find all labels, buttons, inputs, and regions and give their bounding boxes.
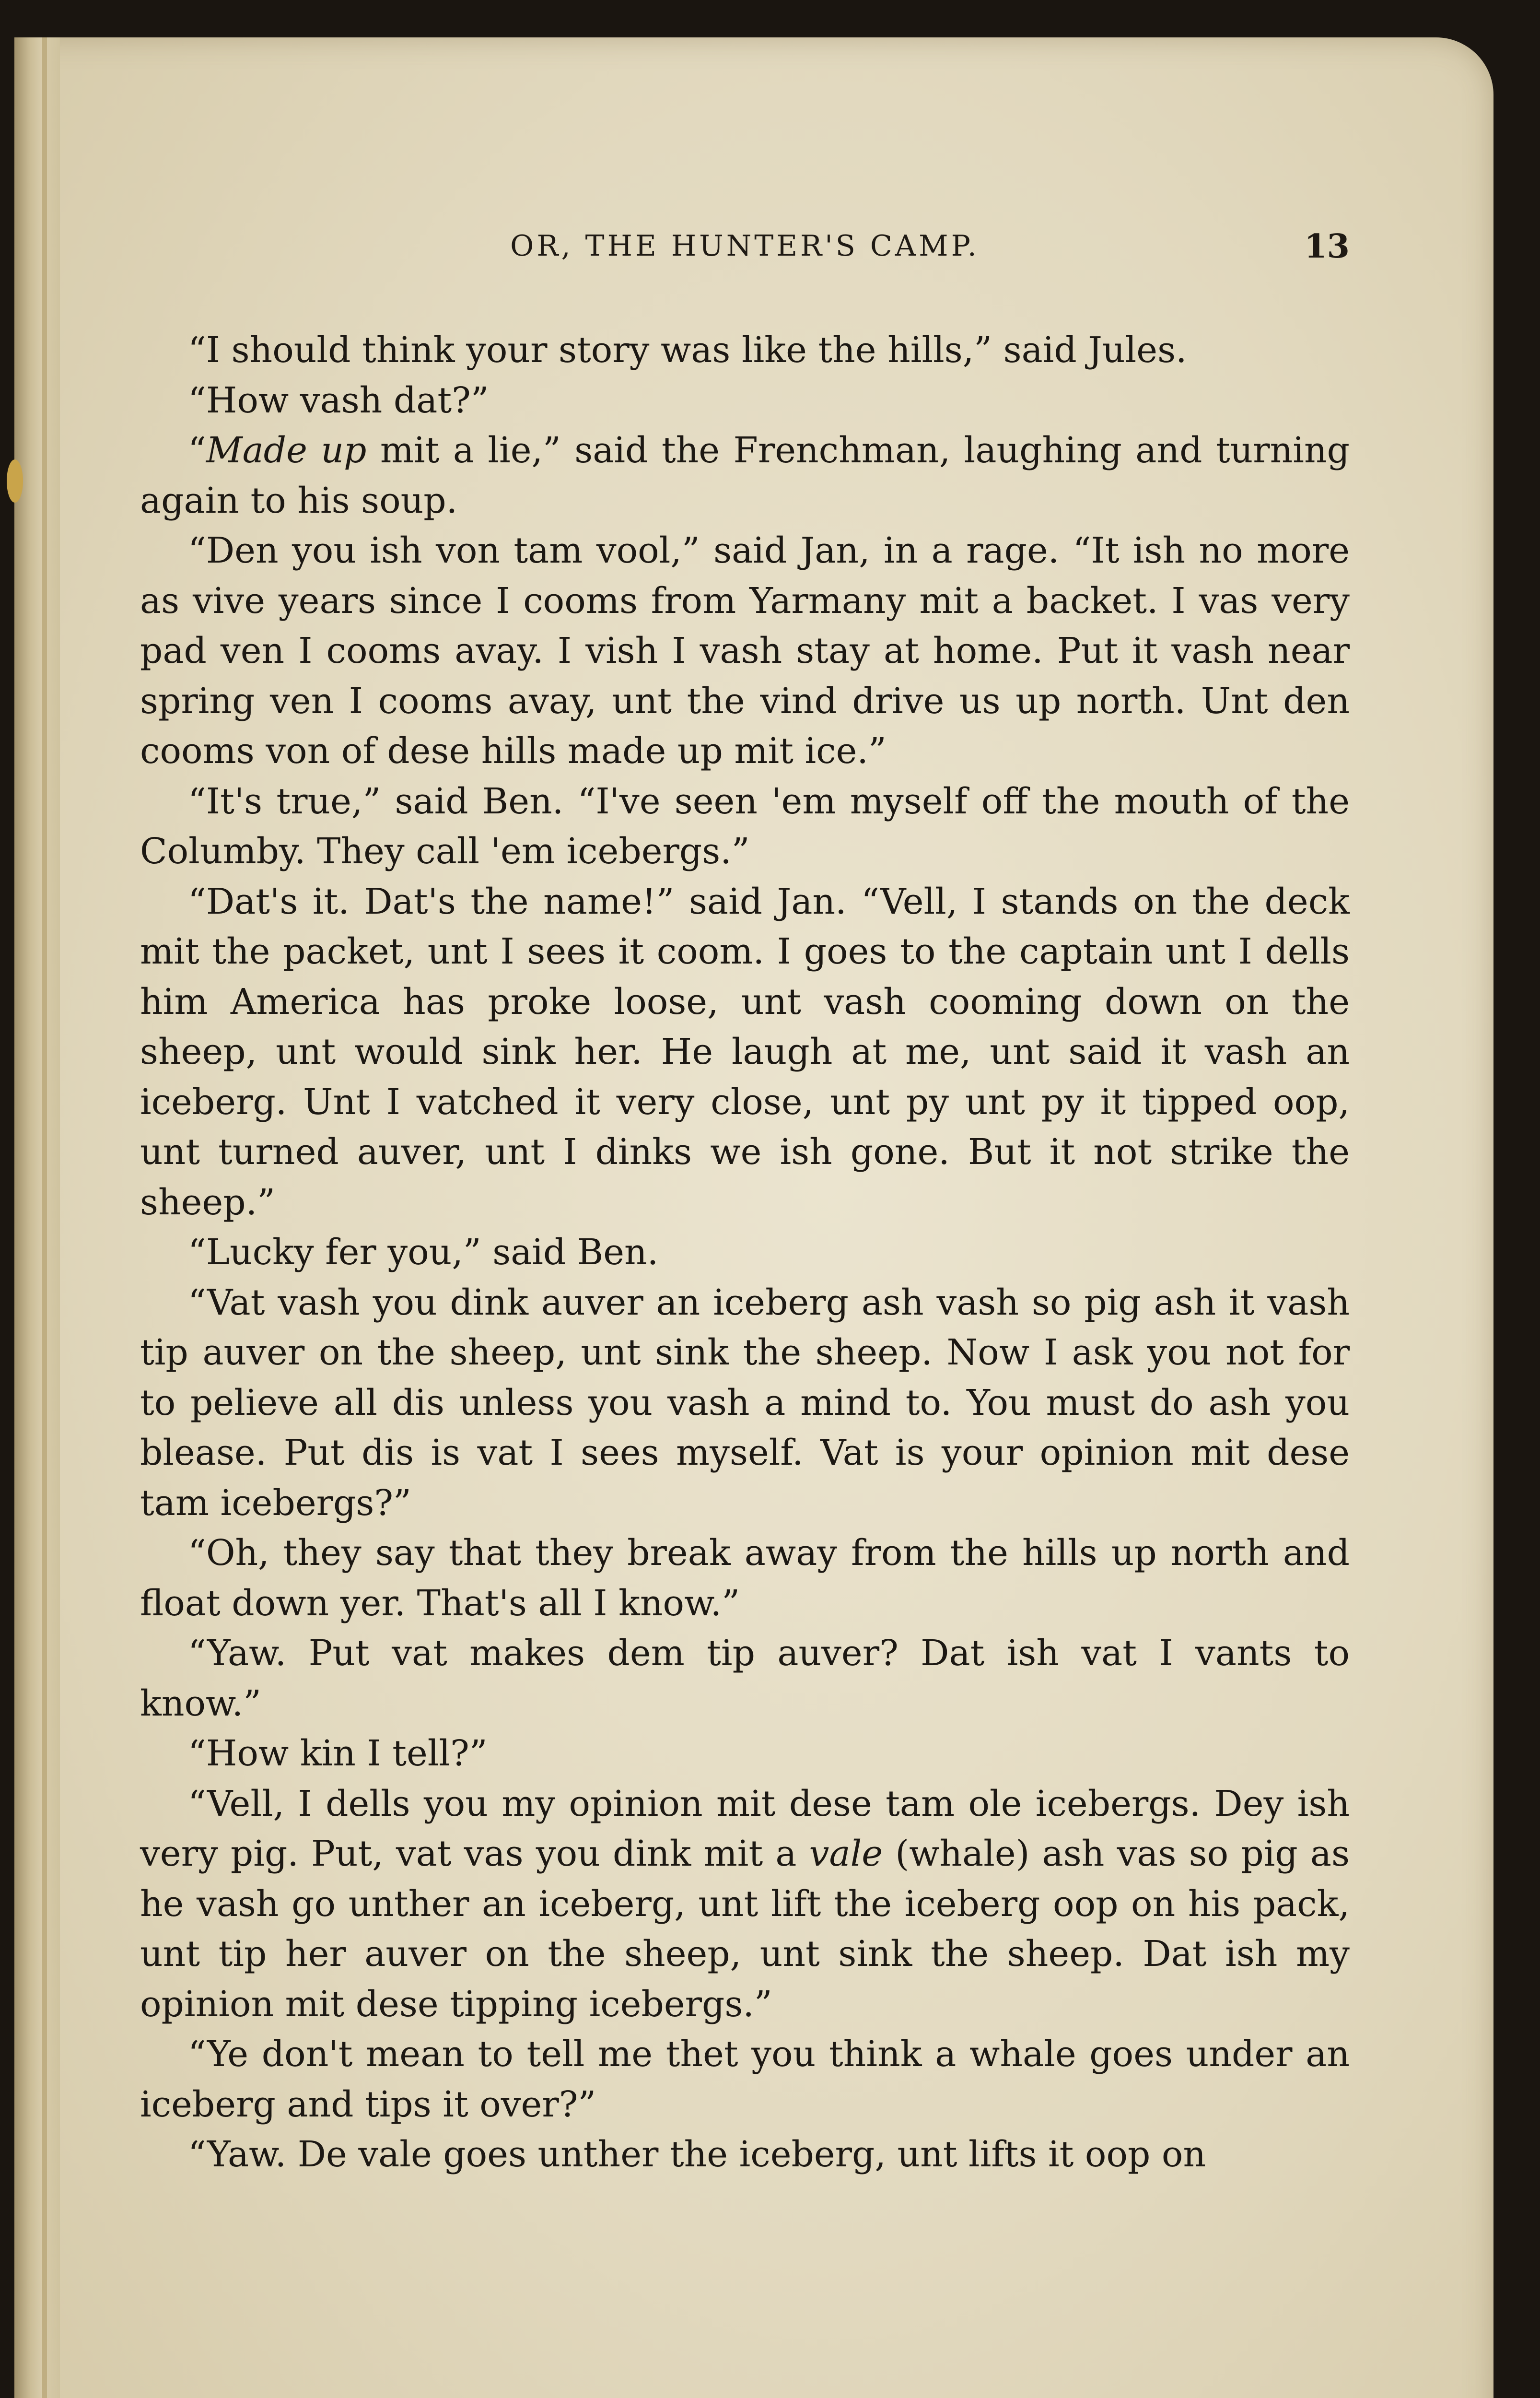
paragraph — [140, 1227, 1350, 1278]
paragraph — [140, 1278, 1350, 1528]
book-page — [14, 37, 1493, 2398]
paragraph — [140, 2029, 1350, 2129]
paragraph — [140, 1628, 1350, 1728]
paragraph — [140, 1728, 1350, 1779]
text-run: “How vash dat?” — [188, 379, 489, 421]
paragraph — [140, 1528, 1350, 1628]
text-run: “Vat vash you dink auver an iceberg ash vash so pig ash it vash tip auver on the sheep, unt sink the sheep. Now I ask you not for to pelieve all dis unless you vash a mind to. You must do ash you blease. Put dis is vat I sees myself. Vat is your opinion mit dese tam icebergs?” — [140, 1281, 1350, 1524]
paragraph — [140, 325, 1350, 376]
paragraph — [140, 376, 1350, 426]
page-number: 13 — [1304, 227, 1350, 266]
text-run: “Vell, I dells you my opinion mit dese tam ole icebergs. Dey ish very pig. Put, vat vas you dink mit a — [140, 1783, 1350, 1874]
text-run: “Lucky fer you,” said Ben. — [188, 1232, 659, 1273]
text-run: mit a lie,” said the Frenchman, laughing and turning again to his soup. — [140, 430, 1350, 521]
text-run: “Dat's it. Dat's the name!” said Jan. “Vell, I stands on the deck mit the packet, unt I sees it coom. I goes to the captain unt I dells him America has proke loose, unt vash cooming down on the sheep, unt would sink her. He laugh at me, unt said it vash an iceberg. Unt I vatched it very close, unt py unt py it tipped oop, unt turned auver, unt I dinks we ish gone. But it not strike the sheep.” — [140, 881, 1350, 1223]
page-header — [140, 229, 1350, 268]
text-run: “How kin I tell?” — [188, 1733, 488, 1774]
page-gutter — [14, 37, 60, 2398]
text-run: “Oh, they say that they break away from the hills up north and float down yer. That's all I know.” — [140, 1532, 1350, 1624]
paragraph — [140, 1779, 1350, 2030]
gutter-fold-line — [42, 37, 47, 2398]
paragraph — [140, 526, 1350, 776]
italic-text-run: Made up — [206, 430, 367, 471]
body-text — [140, 325, 1350, 2180]
paragraph — [140, 877, 1350, 1228]
paragraph — [140, 776, 1350, 877]
text-run: “ — [188, 430, 206, 471]
paragraph — [140, 425, 1350, 526]
italic-text-run: vale — [809, 1833, 883, 1874]
text-run: “It's true,” said Ben. “I've seen 'em myself off the mouth of the Columby. They call 'em icebergs.” — [140, 780, 1350, 872]
text-run: “Yaw. Put vat makes dem tip auver? Dat ish vat I vants to know.” — [140, 1633, 1350, 1724]
running-head: OR, THE HUNTER'S CAMP. — [510, 229, 980, 263]
text-run: “I should think your story was like the hills,” said Jules. — [188, 329, 1187, 371]
text-run: “Yaw. De vale goes unther the iceberg, unt lifts it oop on — [188, 2134, 1206, 2175]
text-run: “Den you ish von tam vool,” said Jan, in a rage. “It ish no more as vive years since I cooms from Yarmany mit a backet. I vas very pad ven I cooms avay. I vish I vash stay at home. Put it vash near spring ven I cooms avay, unt the vind drive us up north. Unt den cooms von of dese hills made up mit ice.” — [140, 530, 1350, 772]
text-run: (whale) ash vas so pig as he vash go unther an iceberg, unt lift the iceberg oop on his pack, unt tip her auver on the sheep, unt sink the sheep. Dat ish my opinion mit dese tipping icebergs.” — [140, 1833, 1350, 2025]
paragraph — [140, 2129, 1350, 2180]
foxing-spot — [7, 459, 23, 503]
text-run: “Ye don't mean to tell me thet you think a whale goes under an iceberg and tips it over?” — [140, 2034, 1350, 2125]
